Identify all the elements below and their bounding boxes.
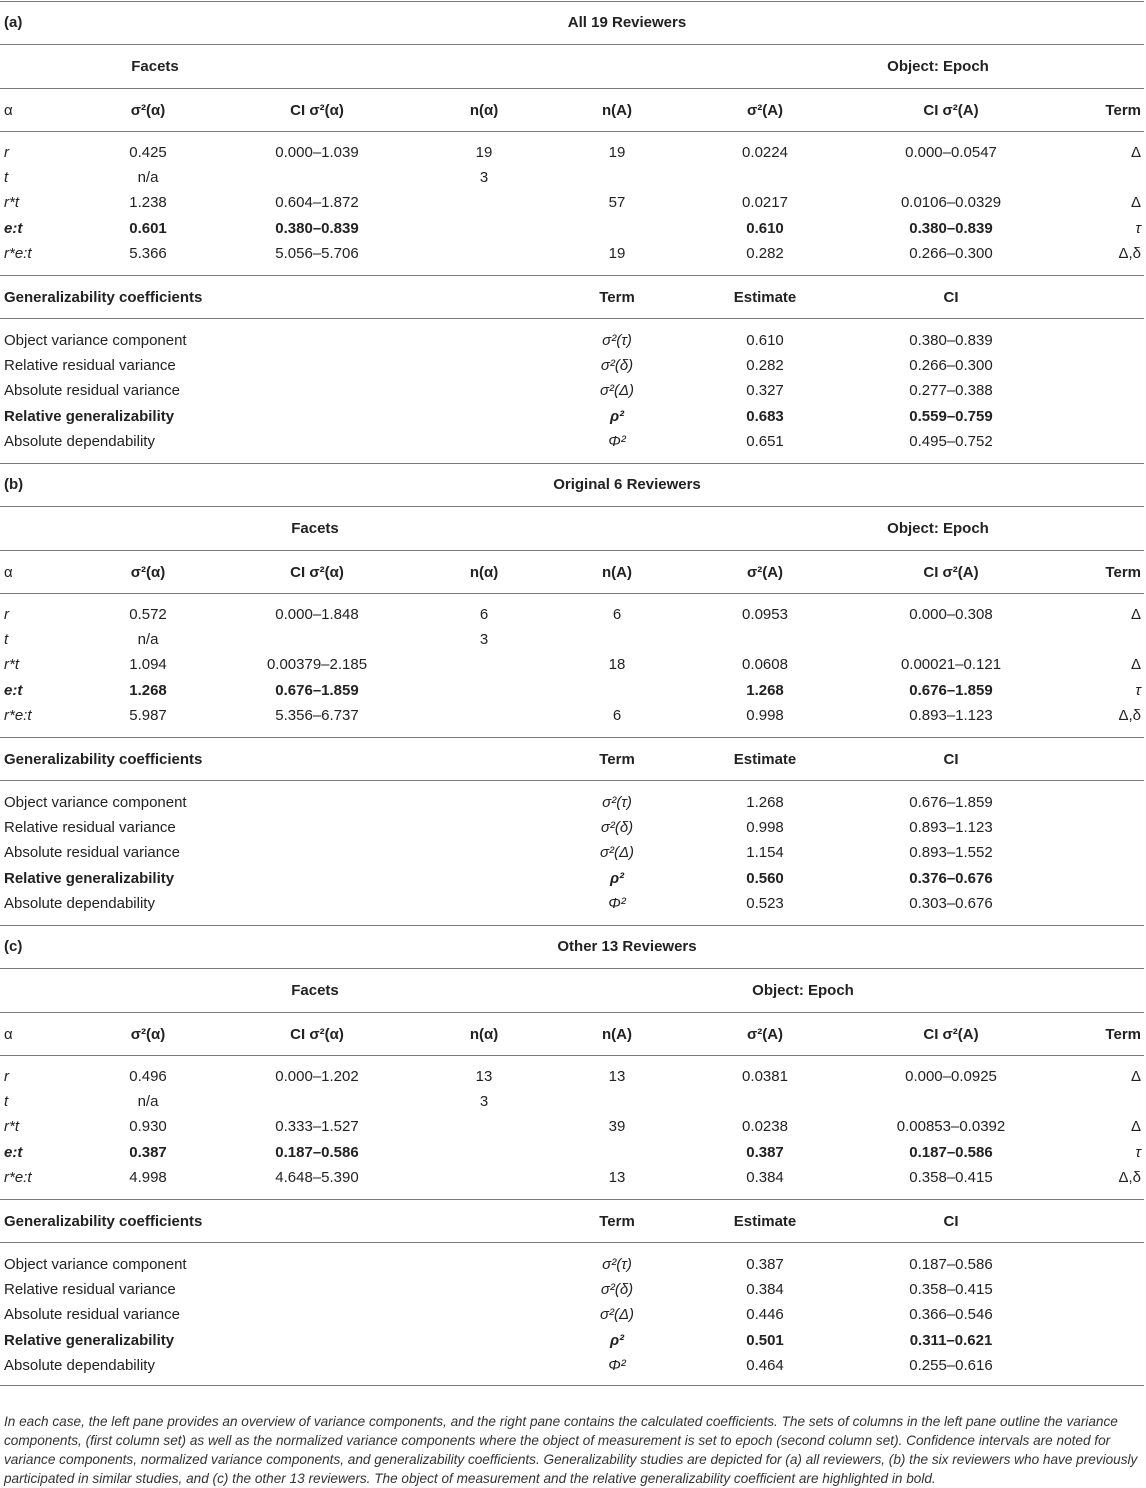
gen-row-estimate: 0.446 <box>746 1306 784 1324</box>
row-n-alpha: 3 <box>479 1093 489 1111</box>
gen-row-ci: 0.380–0.839 <box>909 332 993 349</box>
col-header-ci-A: CI σ²(A) <box>923 564 979 581</box>
row-variance: 5.366 <box>129 244 167 262</box>
row-alpha: r*e:t <box>4 244 32 262</box>
row-variance: 0.425 <box>129 144 167 161</box>
row-term: Δ <box>1130 194 1141 212</box>
gen-row-label: Absolute residual variance <box>4 1306 180 1324</box>
row-alpha: r <box>4 606 9 623</box>
row-ci-A: 0.380–0.839 <box>909 219 993 237</box>
col-header-variance-A: σ²(A) <box>746 102 784 119</box>
gen-row-label: Relative residual variance <box>4 1281 176 1299</box>
row-term: τ <box>1135 681 1141 699</box>
row-alpha: r*t <box>4 194 19 212</box>
rule <box>0 275 1144 276</box>
gen-header-estimate: Estimate <box>733 289 797 306</box>
row-alpha: r*e:t <box>4 706 32 724</box>
row-variance: 0.572 <box>129 606 167 623</box>
gen-header-ci: CI <box>943 751 959 768</box>
row-alpha: t <box>4 169 9 187</box>
row-variance-A: 0.0217 <box>742 194 788 212</box>
rule <box>0 593 1144 594</box>
gen-row-estimate: 0.501 <box>746 1331 784 1349</box>
row-variance: n/a <box>137 1093 159 1111</box>
gen-row-label: Object variance component <box>4 794 187 811</box>
row-alpha: r <box>4 144 9 161</box>
gen-row-label: Absolute residual variance <box>4 844 180 862</box>
gen-row-term: σ²(δ) <box>600 819 634 837</box>
gen-row-estimate: 0.651 <box>746 432 784 450</box>
gen-row-term: σ²(τ) <box>602 794 632 811</box>
row-alpha: r*e:t <box>4 1168 32 1186</box>
row-variance: 1.094 <box>129 656 167 674</box>
gen-row-term: σ²(τ) <box>602 332 632 349</box>
object-label: Object: Epoch <box>887 520 989 537</box>
row-variance-A: 0.0224 <box>742 144 788 161</box>
row-ci: 0.187–0.586 <box>275 1143 359 1161</box>
row-alpha: e:t <box>4 681 23 699</box>
row-term: Δ <box>1130 1118 1141 1136</box>
gen-row-ci: 0.303–0.676 <box>909 894 993 912</box>
row-variance: 0.601 <box>129 219 167 237</box>
col-header-ci-A: CI σ²(A) <box>923 1026 979 1043</box>
object-label: Object: Epoch <box>752 982 854 999</box>
row-variance: 1.238 <box>129 194 167 212</box>
gen-row-estimate: 0.282 <box>746 357 784 375</box>
gen-row-label: Relative residual variance <box>4 819 176 837</box>
row-variance: 1.268 <box>129 681 167 699</box>
gen-row-label: Relative generalizability <box>4 407 175 425</box>
gen-row-estimate: 1.154 <box>746 844 784 862</box>
gen-row-ci: 0.255–0.616 <box>909 1356 993 1374</box>
gen-header-estimate: Estimate <box>733 1213 797 1230</box>
gen-row-estimate: 0.384 <box>746 1281 784 1299</box>
gen-row-term: Φ² <box>608 894 626 912</box>
rule <box>0 1199 1144 1200</box>
row-n-alpha: 6 <box>479 606 489 623</box>
gen-row-term: ρ² <box>609 407 625 425</box>
row-ci: 5.056–5.706 <box>275 244 359 262</box>
facets-label: Facets <box>291 520 339 537</box>
col-header-variance: σ²(α) <box>130 564 166 581</box>
row-alpha: t <box>4 631 9 649</box>
gen-row-ci: 0.311–0.621 <box>909 1331 993 1349</box>
gen-row-ci: 0.893–1.123 <box>909 819 993 837</box>
row-ci-A: 0.358–0.415 <box>909 1168 993 1186</box>
gen-row-ci: 0.559–0.759 <box>909 407 993 425</box>
col-header-variance: σ²(α) <box>130 1026 166 1043</box>
row-n-A: 19 <box>608 144 626 161</box>
gen-row-estimate: 0.560 <box>746 869 784 887</box>
row-n-A: 19 <box>608 244 626 262</box>
row-variance: 4.998 <box>129 1168 167 1186</box>
gen-row-label: Absolute residual variance <box>4 382 180 400</box>
gen-row-estimate: 0.998 <box>746 819 784 837</box>
row-term: Δ <box>1130 1068 1141 1085</box>
row-ci: 0.00379–2.185 <box>266 656 368 674</box>
row-n-alpha: 19 <box>475 144 493 161</box>
col-header-ci: CI σ²(α) <box>290 102 344 119</box>
col-header-alpha: α <box>4 102 13 119</box>
col-header-n-A: n(A) <box>602 1026 632 1043</box>
row-variance-A: 0.0381 <box>742 1068 788 1085</box>
row-ci-A: 0.676–1.859 <box>909 681 993 699</box>
panel-top-rule <box>0 463 1144 464</box>
row-n-A: 13 <box>608 1068 626 1085</box>
gen-row-ci: 0.358–0.415 <box>909 1281 993 1299</box>
gen-row-estimate: 0.387 <box>746 1256 784 1273</box>
gen-header-label: Generalizability coefficients <box>4 751 203 768</box>
gen-row-estimate: 0.610 <box>746 332 784 349</box>
gen-row-label: Object variance component <box>4 1256 187 1273</box>
row-ci: 0.604–1.872 <box>275 194 359 212</box>
row-ci-A: 0.893–1.123 <box>909 706 993 724</box>
row-n-A: 6 <box>612 706 622 724</box>
rule <box>0 1242 1144 1243</box>
gen-row-label: Absolute dependability <box>4 894 155 912</box>
col-header-term: Term <box>1105 102 1141 119</box>
gen-row-ci: 0.495–0.752 <box>909 432 993 450</box>
rule <box>0 780 1144 781</box>
rule <box>0 968 1144 969</box>
gen-header-term: Term <box>599 1213 635 1230</box>
row-alpha: r*t <box>4 656 19 674</box>
rule <box>0 506 1144 507</box>
row-variance-A: 0.0238 <box>742 1118 788 1136</box>
gen-row-estimate: 1.268 <box>746 794 784 811</box>
gen-row-label: Relative generalizability <box>4 869 175 887</box>
col-header-ci-A: CI σ²(A) <box>923 102 979 119</box>
gen-header-label: Generalizability coefficients <box>4 1213 203 1230</box>
row-n-alpha: 3 <box>479 169 489 187</box>
rule <box>0 131 1144 132</box>
row-ci: 0.676–1.859 <box>275 681 359 699</box>
gen-row-term: σ²(Δ) <box>599 382 635 400</box>
gen-header-term: Term <box>599 289 635 306</box>
col-header-ci: CI σ²(α) <box>290 1026 344 1043</box>
gen-header-term: Term <box>599 751 635 768</box>
row-term: τ <box>1135 219 1141 237</box>
gen-header-label: Generalizability coefficients <box>4 289 203 306</box>
col-header-n-A: n(A) <box>602 102 632 119</box>
rule <box>0 318 1144 319</box>
panel-label: (b) <box>4 476 24 493</box>
gen-row-ci: 0.277–0.388 <box>909 382 993 400</box>
object-label: Object: Epoch <box>887 58 989 75</box>
row-variance-A: 0.0953 <box>742 606 788 623</box>
row-term: Δ <box>1130 144 1141 161</box>
rule <box>0 1055 1144 1056</box>
gen-row-term: Φ² <box>608 1356 626 1374</box>
row-ci-A: 0.000–0.0925 <box>905 1068 997 1085</box>
gen-row-estimate: 0.523 <box>746 894 784 912</box>
row-variance-A: 0.0608 <box>742 656 788 674</box>
row-n-alpha: 3 <box>479 631 489 649</box>
col-header-variance-A: σ²(A) <box>746 1026 784 1043</box>
gen-header-ci: CI <box>943 289 959 306</box>
row-n-A: 6 <box>612 606 622 623</box>
table-bottom-rule <box>0 1385 1144 1386</box>
panel-label: (a) <box>4 14 23 31</box>
panel-label: (c) <box>4 938 23 955</box>
col-header-alpha: α <box>4 564 13 581</box>
gen-header-estimate: Estimate <box>733 751 797 768</box>
panel-title: Original 6 Reviewers <box>553 476 701 493</box>
row-ci-A: 0.00853–0.0392 <box>896 1118 1006 1136</box>
gen-row-label: Absolute dependability <box>4 432 155 450</box>
row-variance-A: 0.387 <box>746 1143 784 1161</box>
row-ci: 0.000–1.202 <box>275 1068 359 1085</box>
panel-top-rule <box>0 1 1144 2</box>
rule <box>0 550 1144 551</box>
row-alpha: e:t <box>4 1143 23 1161</box>
gen-row-ci: 0.266–0.300 <box>909 357 993 375</box>
row-term: Δ <box>1130 656 1141 674</box>
row-ci: 0.333–1.527 <box>275 1118 359 1136</box>
gen-row-term: ρ² <box>609 869 625 887</box>
row-variance: 0.930 <box>129 1118 167 1136</box>
row-n-A: 57 <box>608 194 626 212</box>
col-header-variance: σ²(α) <box>130 102 166 119</box>
row-ci-A: 0.0106–0.0329 <box>900 194 1002 212</box>
row-term: Δ,δ <box>1118 1168 1141 1186</box>
gen-row-ci: 0.676–1.859 <box>909 794 993 811</box>
gen-header-ci: CI <box>943 1213 959 1230</box>
row-ci-A: 0.187–0.586 <box>909 1143 993 1161</box>
gen-row-estimate: 0.327 <box>746 382 784 400</box>
row-term: Δ,δ <box>1118 706 1141 724</box>
gen-row-term: ρ² <box>609 1331 625 1349</box>
row-ci: 0.000–1.039 <box>275 144 359 161</box>
row-variance: 0.387 <box>129 1143 167 1161</box>
row-n-A: 13 <box>608 1168 626 1186</box>
row-variance: n/a <box>137 631 159 649</box>
row-ci: 0.000–1.848 <box>275 606 359 623</box>
rule <box>0 88 1144 89</box>
gen-row-ci: 0.366–0.546 <box>909 1306 993 1324</box>
gen-row-estimate: 0.464 <box>746 1356 784 1374</box>
gen-row-term: σ²(Δ) <box>599 1306 635 1324</box>
facets-label: Facets <box>131 58 179 75</box>
gen-row-ci: 0.187–0.586 <box>909 1256 993 1273</box>
col-header-alpha: α <box>4 1026 13 1043</box>
row-term: Δ,δ <box>1118 244 1141 262</box>
rule <box>0 44 1144 45</box>
col-header-ci: CI σ²(α) <box>290 564 344 581</box>
col-header-n-alpha: n(α) <box>469 564 499 581</box>
row-variance-A: 0.384 <box>746 1168 784 1186</box>
panel-top-rule <box>0 925 1144 926</box>
row-term: Δ <box>1130 606 1141 623</box>
row-ci-A: 0.000–0.0547 <box>905 144 997 161</box>
row-ci-A: 0.266–0.300 <box>909 244 993 262</box>
col-header-term: Term <box>1105 564 1141 581</box>
row-n-A: 18 <box>608 656 626 674</box>
col-header-variance-A: σ²(A) <box>746 564 784 581</box>
row-ci-A: 0.000–0.308 <box>909 606 993 623</box>
col-header-n-alpha: n(α) <box>469 102 499 119</box>
rule <box>0 737 1144 738</box>
row-alpha: r <box>4 1068 9 1085</box>
row-ci: 0.380–0.839 <box>275 219 359 237</box>
gen-row-term: Φ² <box>608 432 626 450</box>
row-n-alpha: 13 <box>475 1068 493 1085</box>
row-alpha: e:t <box>4 219 23 237</box>
row-n-A: 39 <box>608 1118 626 1136</box>
gen-row-estimate: 0.683 <box>746 407 784 425</box>
gen-row-label: Relative residual variance <box>4 357 176 375</box>
gen-row-term: σ²(τ) <box>602 1256 632 1273</box>
row-variance-A: 0.998 <box>746 706 784 724</box>
row-alpha: t <box>4 1093 9 1111</box>
col-header-n-A: n(A) <box>602 564 632 581</box>
gen-row-label: Absolute dependability <box>4 1356 155 1374</box>
panel-title: Other 13 Reviewers <box>557 938 697 955</box>
gen-row-term: σ²(δ) <box>600 357 634 375</box>
facets-label: Facets <box>291 982 339 999</box>
row-ci-A: 0.00021–0.121 <box>900 656 1002 674</box>
panel-title: All 19 Reviewers <box>567 14 687 31</box>
gen-row-label: Object variance component <box>4 332 187 349</box>
row-variance: 5.987 <box>129 706 167 724</box>
row-variance-A: 0.282 <box>746 244 784 262</box>
row-term: τ <box>1135 1143 1141 1161</box>
col-header-term: Term <box>1105 1026 1141 1043</box>
row-ci: 4.648–5.390 <box>275 1168 359 1186</box>
row-variance: n/a <box>137 169 159 187</box>
row-variance: 0.496 <box>129 1068 167 1085</box>
row-variance-A: 1.268 <box>746 681 784 699</box>
gen-row-term: σ²(δ) <box>600 1281 634 1299</box>
row-ci: 5.356–6.737 <box>275 706 359 724</box>
col-header-n-alpha: n(α) <box>469 1026 499 1043</box>
gen-row-ci: 0.376–0.676 <box>909 869 993 887</box>
row-variance-A: 0.610 <box>746 219 784 237</box>
gen-row-label: Relative generalizability <box>4 1331 175 1349</box>
table-caption: In each case, the left pane provides an overview of variance components, and the right pane contains the calculated coefficients. The sets of columns in the left pane outline the variance components, (first column set) as well as the normalized variance components where the object of measurement is set to epoch (second column set). Confidence intervals are noted for variance components, normalized variance components, and generalizability coefficients. Generalizability studies are depicted for (a) all reviewers, (b) the six reviewers who have previously participated in similar studies, and (c) the other 13 reviewers. The object of measurement and the relative generalizability coefficient are highlighted in bold. <box>4 1413 1138 1486</box>
rule <box>0 1012 1144 1013</box>
gen-row-ci: 0.893–1.552 <box>909 844 993 862</box>
gen-row-term: σ²(Δ) <box>599 844 635 862</box>
row-alpha: r*t <box>4 1118 19 1136</box>
